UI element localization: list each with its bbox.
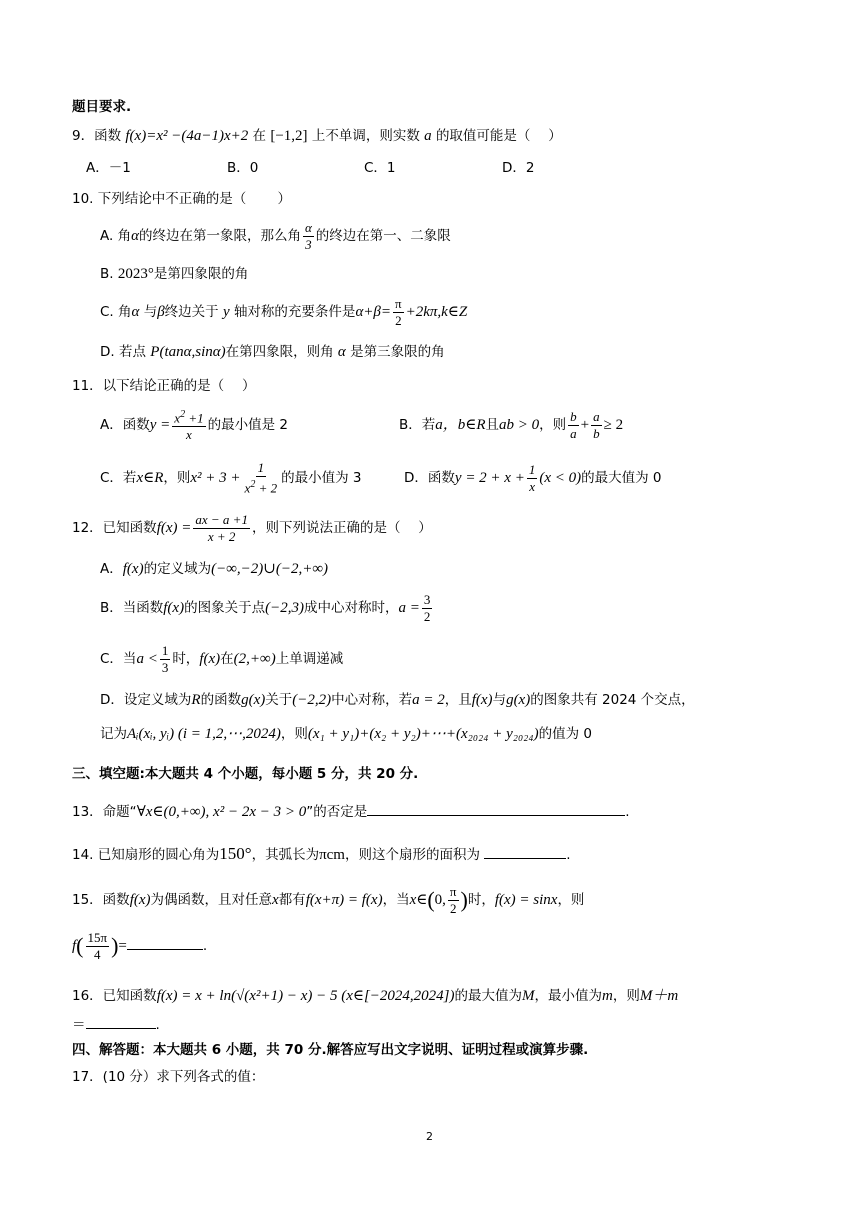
question-12-stem: 12．已知函数f(x) = $\frac{ax - a +1}{x + 2}$ ，则下列说法正确的是（ ）	[72, 511, 432, 544]
question-9-stem: 9．函数 f(x)=x² −(4a−1)x+2 在 [−1,2] 上不单调，则实数 a 的取值可能是（ ）	[72, 128, 562, 144]
q11-option-d: D．函数y = 2 + x + $\frac{1}{x}$ (x < 0)的最大值为 0	[404, 461, 662, 494]
question-13: 13．命题“∀x∈(0,+∞), x² − 2x − 3 > 0”的否定是 .	[72, 801, 630, 822]
section-4-title: 四、解答题：本大题共 6 小题，共 70 分.解答应写出文字说明、证明过程或演算步骤.	[72, 1042, 589, 1058]
q10-option-b: B. 2023°是第四象限的角	[100, 266, 249, 282]
question-10-stem: 10. 下列结论中不正确的是（ ）	[72, 191, 292, 207]
question-17: 17．(10 分）求下列各式的值：	[72, 1069, 265, 1085]
q12-option-d-line1: D．设定义域为R的函数g(x)关于(−2,2)中心对称，若a = 2，且f(x)与g(x)的图象共有 2024 个交点，	[100, 692, 695, 708]
q9-formula: f(x)=x² −(4a−1)x+2	[125, 128, 249, 144]
section-3-title: 三、填空题:本大题共 4 个小题，每小题 5 分，共 20 分.	[72, 766, 419, 782]
q13-answer-blank[interactable]	[367, 801, 625, 816]
question-15-line2: f( $\frac{15\pi}{4}$ )= .	[72, 929, 208, 962]
q9-interval: [−1,2]	[270, 128, 308, 144]
q14-answer-blank[interactable]	[484, 844, 566, 859]
question-16-line2: ＝ .	[72, 1014, 160, 1035]
q9-option-c: C．1	[364, 160, 396, 176]
q9-option-b: B．0	[227, 160, 259, 176]
q11-option-b: B．若a，b∈R且ab > 0，则 $\frac{b}{a}$ + $\frac{a}{b}$ ≥ 2	[399, 408, 624, 441]
question-16-line1: 16．已知函数f(x) = x + ln(√(x²+1) − x) − 5 (x∈[−2024,2024])的最大值为M，最小值为m，则M＋m	[72, 988, 679, 1004]
page-number: 2	[426, 1130, 433, 1143]
q12-option-a: A．f(x)的定义域为(−∞,−2)∪(−2,+∞)	[100, 561, 329, 577]
question-11-stem: 11．以下结论正确的是（ ）	[72, 378, 256, 394]
q11-option-c: C．若x∈R，则x² + 3 + $\frac{1}{x^2 + 2}$ 的最小值为 3	[100, 460, 362, 496]
q10-option-c: C. 角α 与β终边关于 y 轴对称的充要条件是α+β= $\frac{\pi}{2}$ +2kπ,k∈Z	[100, 295, 468, 328]
q12-option-b: B．当函数f(x)的图象关于点(−2,3)成中心对称时，a = $\frac{3}{2}$	[100, 591, 431, 624]
question-14: 14. 已知扇形的圆心角为150°，其弧长为πcm，则这个扇形的面积为 .	[72, 844, 571, 863]
q12-option-d-line2: 记为Aᵢ(xᵢ, yᵢ) (i = 1,2,⋯,2024)，则(x₁ + y₁)+(x₂ + y₂)+⋯+(x₂₀₂₄ + y₂₀₂₄)的值为 0	[100, 726, 592, 742]
q9-option-d: D．2	[502, 160, 535, 176]
q10-option-d: D. 若点 P(tanα,sinα)在第四象限，则角 α 是第三象限的角	[100, 344, 445, 360]
q11-option-a: A．函数y = $\frac{x^2 +1}{x}$ 的最小值是 2	[100, 409, 288, 443]
q16-answer-blank[interactable]	[86, 1014, 156, 1029]
q12-option-c: C．当a < $\frac{1}{3}$ 时，f(x)在(2,+∞)上单调递减	[100, 642, 344, 675]
q10-option-a: A. 角α的终边在第一象限，那么角 $\frac{\alpha}{3}$ 的终边在第一、二象限	[100, 219, 451, 252]
q9-option-a: A．－1	[86, 160, 131, 176]
q15-answer-blank[interactable]	[127, 935, 203, 950]
question-15-line1: 15．函数f(x)为偶函数，且对任意x都有f(x+π) = f(x)，当x∈(0, $\frac{\pi}{2}$ )时，f(x) = sinx，则	[72, 883, 585, 916]
section-tail: 题目要求.	[72, 99, 132, 115]
